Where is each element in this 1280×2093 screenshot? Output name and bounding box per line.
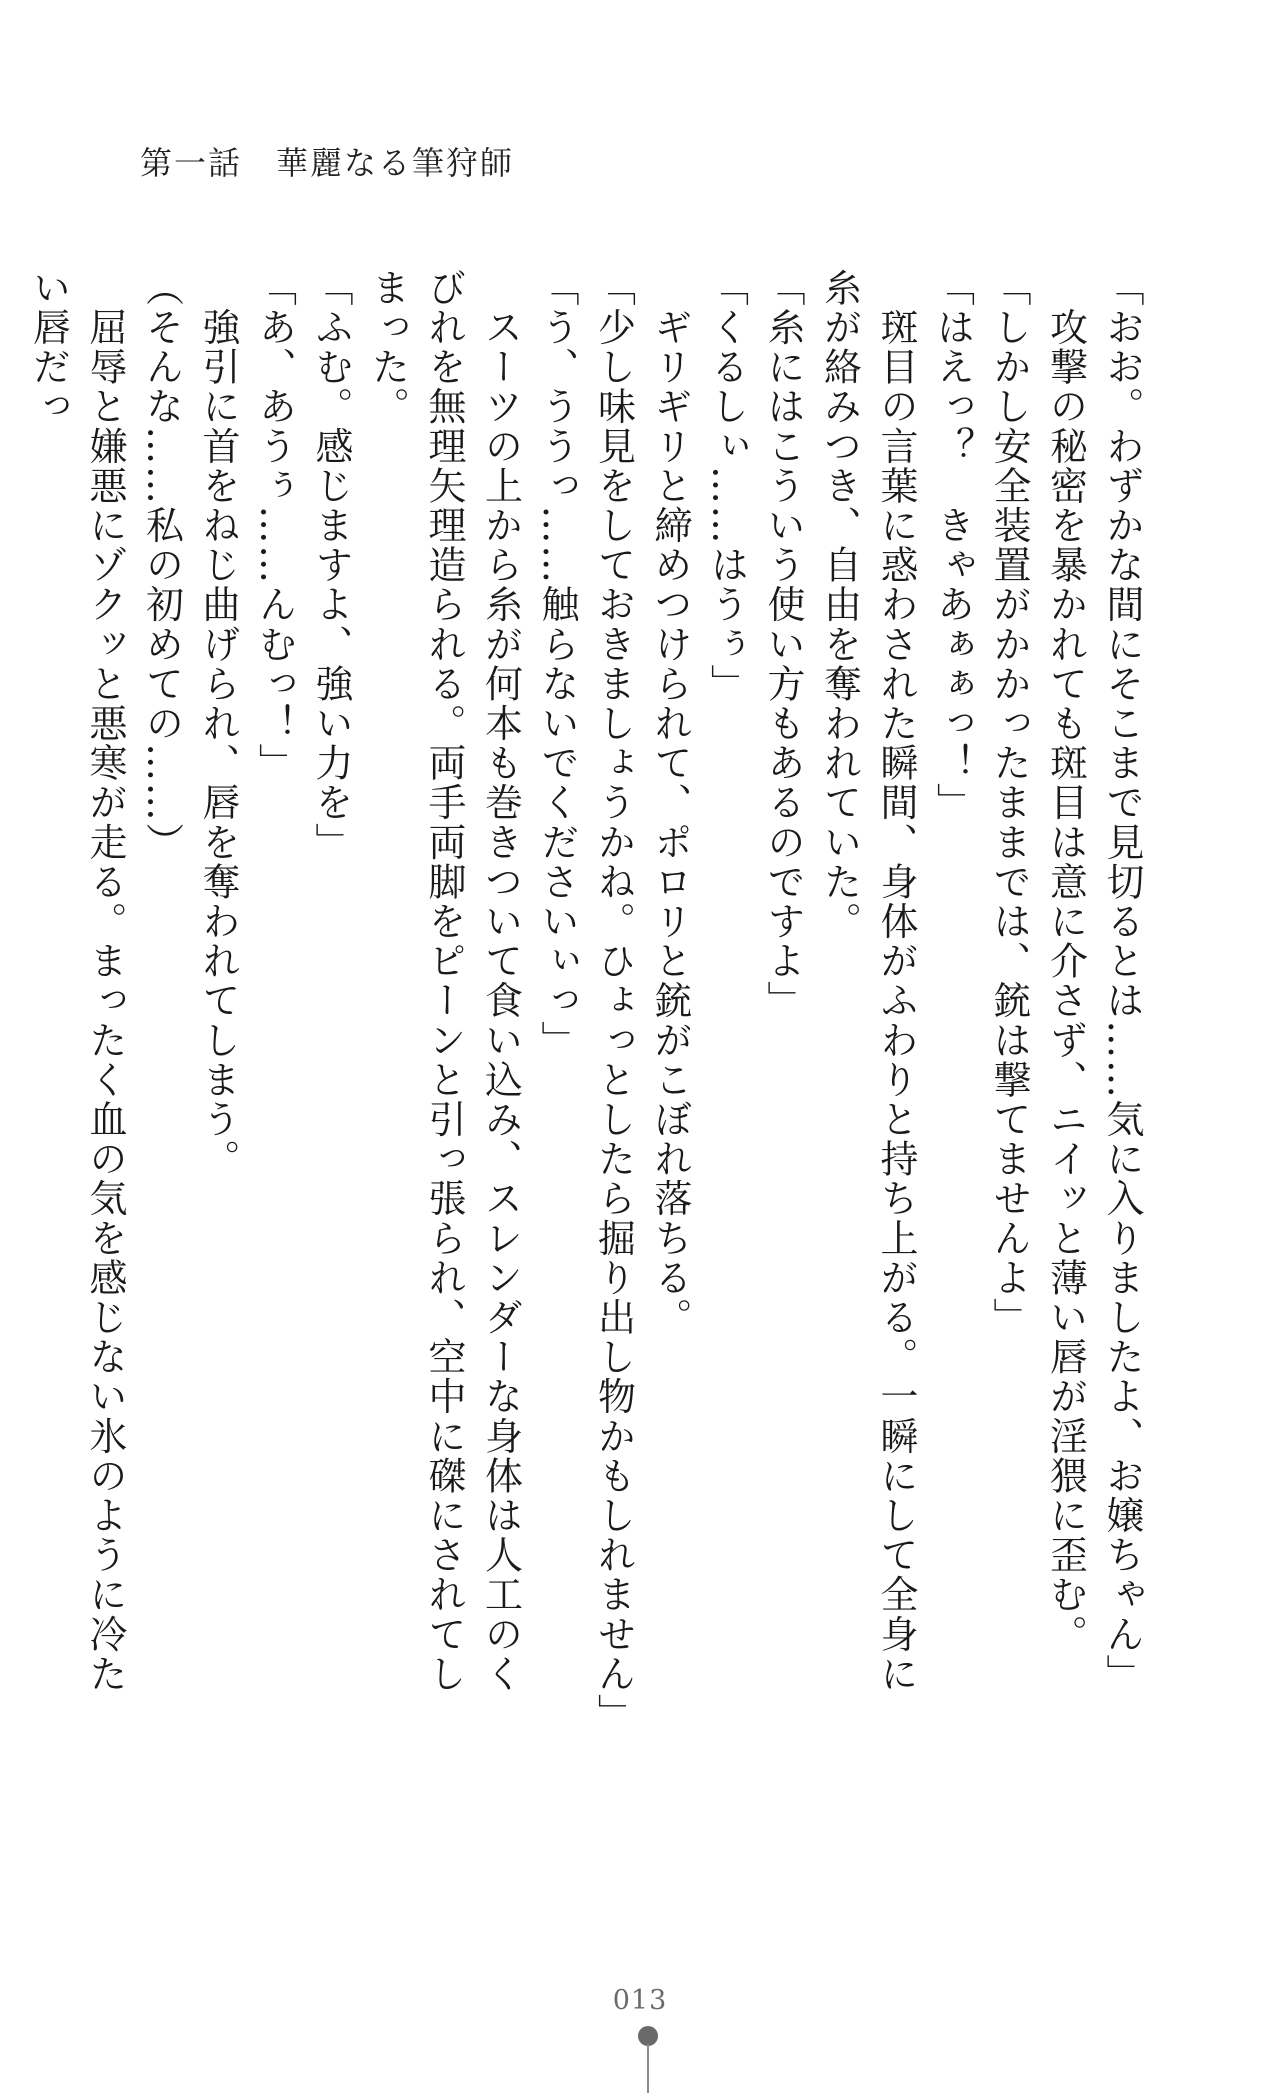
text-line: ギリギリと締めつけられて、ポロリと銃がこぼれ落ちる。 <box>648 268 692 1338</box>
novel-text-body <box>26 268 1150 1734</box>
text-line: 「くるしぃ……はうぅ」 <box>704 268 749 704</box>
text-line: 「糸にはこういう使い方もあるのですよ」 <box>761 268 805 1021</box>
page-number: 013 <box>612 1985 668 2016</box>
text-line: 斑目の言葉に惑わされた瞬間、身体がふわりと持ち上がる。一瞬にして全身に糸が絡みつき、自由を奪われていた。 <box>817 268 918 1694</box>
text-line: 攻撃の秘密を暴かれても斑目は意に介さず、ニイッと薄い唇が淫猥に歪む。 <box>1043 268 1088 1654</box>
text-line: 「はえっ？ きゃあぁぁっ！」 <box>930 268 975 823</box>
page-marker-line <box>647 2044 649 2093</box>
text-line: 「おお。わずかな間にそこまで見切るとは……気に入りましたよ、お嬢ちゃん」 <box>1100 268 1144 1694</box>
text-line: 「う、ううっ……触らないでくださいぃっ」 <box>535 268 579 1060</box>
text-line: 「しかし安全装置がかかったままでは、銃は撃てませんよ」 <box>987 268 1031 1338</box>
page-marker-dot <box>638 2026 658 2046</box>
chapter-title: 第一話 華麗なる筆狩師 <box>140 144 515 182</box>
text-line: 「ふむ。感じますよ、強い力を」 <box>309 268 353 862</box>
text-line: 「あ、あうぅ……んむっ！」 <box>252 268 297 783</box>
text-line: 強引に首をねじ曲げられ、唇を奪われてしまう。 <box>196 268 240 1179</box>
text-line: 屈辱と嫌悪にゾクッと悪寒が走る。まったく血の気を感じない氷のように冷たい唇だっ <box>26 268 127 1694</box>
text-line: 「少し味見をしておきましょうかね。ひょっとしたら掘り出し物かもしれません」 <box>591 268 636 1734</box>
text-line: （そんな……私の初めての……） <box>139 268 184 862</box>
text-line: スーツの上から糸が何本も巻きついて食い込み、スレンダーな身体は人工のくびれを無理矢理造られる。両手両脚をピーンと引っ張られ、空中に磔にされてしまった。 <box>365 268 523 1694</box>
